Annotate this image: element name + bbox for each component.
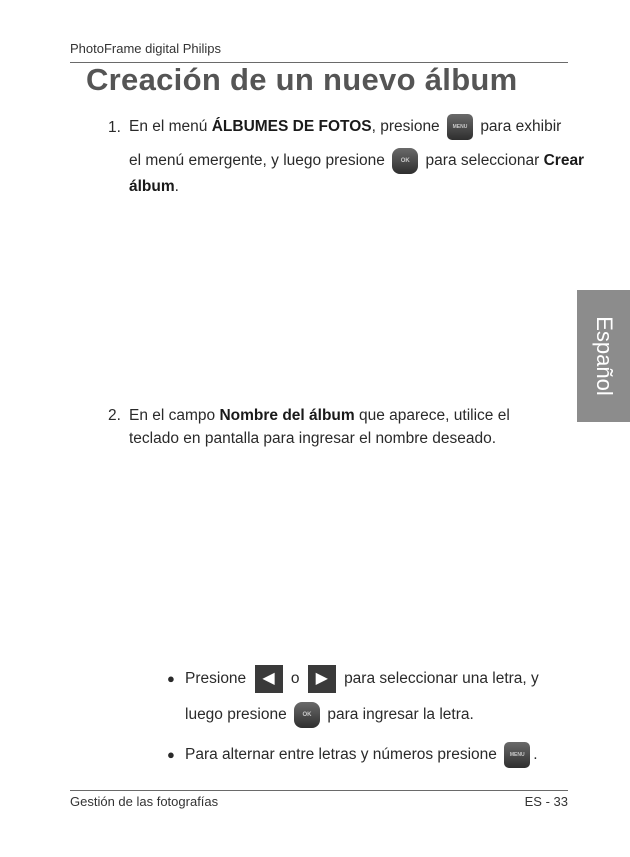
- right-arrow-key-icon: ▶: [308, 665, 336, 693]
- bullet-2-text: Para alternar entre letras y números presione: [185, 746, 497, 763]
- step-1-text: , presione: [371, 118, 440, 135]
- period: .: [174, 178, 179, 195]
- ok-key-icon: OK: [392, 148, 418, 174]
- step-1-text: el menú emergente, y luego presione: [129, 152, 385, 169]
- running-header: PhotoFrame digital Philips: [70, 41, 222, 56]
- step-1-line-3: [129, 178, 179, 196]
- bullet-1-text: luego presione: [185, 706, 287, 723]
- period: .: [533, 746, 538, 763]
- bullet-1-line-1: [185, 664, 539, 694]
- footer-section-title: Gestión de las fotografías: [70, 794, 219, 809]
- bullet-1-text: o: [290, 670, 300, 687]
- ok-key-icon: OK: [294, 702, 320, 728]
- bullet-1-text: para seleccionar una letra, y: [344, 670, 539, 687]
- menu-key-icon: MENU: [447, 114, 473, 140]
- step-2-text: que aparece, utilice el: [354, 407, 510, 424]
- bullet-dot: ●: [167, 747, 175, 762]
- step-1-text: En el menú: [129, 118, 212, 135]
- language-tab-label: Español: [591, 316, 617, 396]
- bullet-1-text: Presione: [185, 670, 247, 687]
- bullet-1-line-2: [185, 700, 474, 730]
- create-option-name: álbum: [129, 178, 175, 195]
- albums-menu-name: ÁLBUMES DE FOTOS: [211, 118, 372, 135]
- create-option-name: Crear: [543, 152, 585, 169]
- step-2-text: En el campo: [129, 407, 220, 424]
- album-name-field: Nombre del álbum: [219, 407, 355, 424]
- language-tab: [577, 290, 630, 422]
- menu-key-icon: MENU: [504, 742, 530, 768]
- step-2-number: 2.: [108, 407, 121, 424]
- page-number: ES - 33: [524, 794, 568, 809]
- step-1-line-1: [129, 112, 561, 142]
- page-title: Creación de un nuevo álbum: [86, 62, 518, 97]
- left-arrow-key-icon: ◀: [255, 665, 283, 693]
- step-2-line-1: [129, 407, 510, 425]
- step-1-number: 1.: [108, 119, 121, 136]
- bullet-2-line-1: [185, 740, 538, 770]
- step-1-line-2: [129, 146, 584, 176]
- footer-rule: [70, 790, 568, 791]
- step-2-line-2: teclado en pantalla para ingresar el nombre deseado.: [129, 430, 497, 447]
- step-1-text: para exhibir: [480, 118, 562, 135]
- bullet-1-text: para ingresar la letra.: [327, 706, 474, 723]
- step-1-text: para seleccionar: [425, 152, 544, 169]
- bullet-dot: ●: [167, 671, 175, 686]
